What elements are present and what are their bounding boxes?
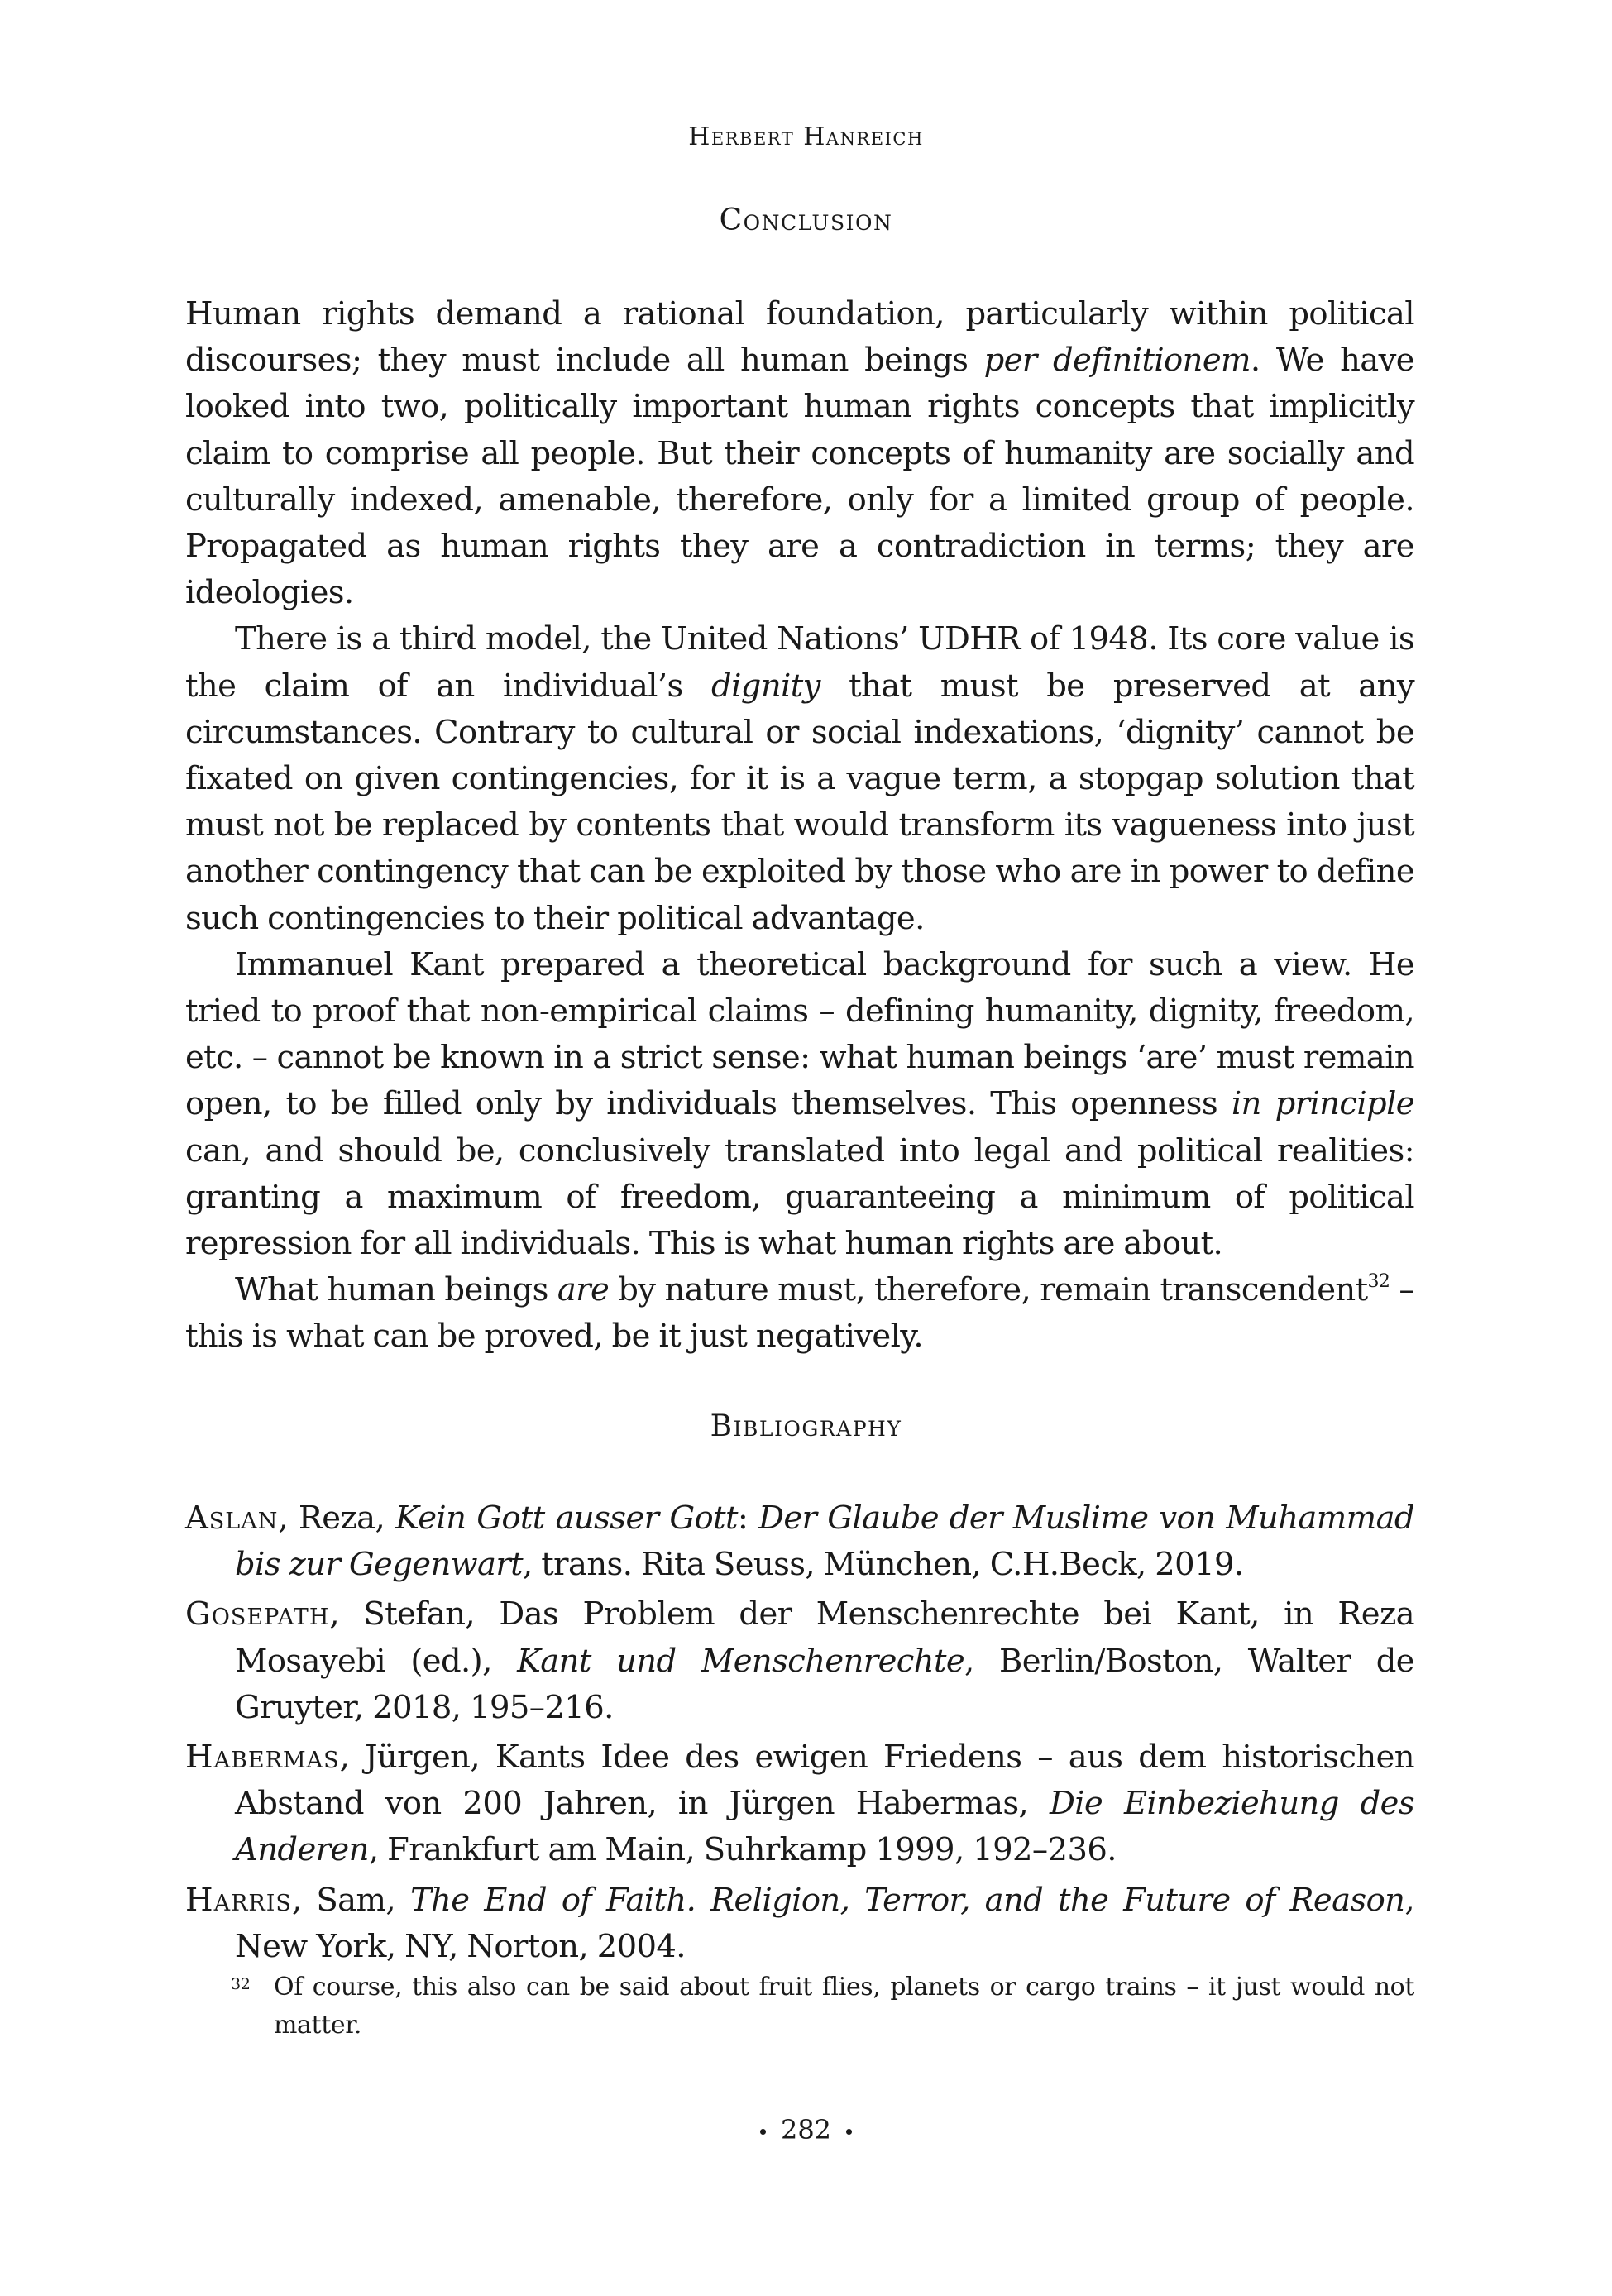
bullet-icon <box>760 2129 766 2135</box>
p3-text-b: can, and should be, conclusively translated into legal and political realities: granting a maximum of freedom, guaranteeing a minimum of political repression for all individuals. This is what human rights are about. <box>185 1131 1414 1263</box>
bullet-icon <box>846 2129 852 2135</box>
p3-text-a: Immanuel Kant prepared a theoretical background for such a view. He tried to proof that non-empirical claims – defining humanity, dignity, freedom, etc. – cannot be known in a strict sense: what human beings ‘are’ must remain open, to be filled only by individuals themselves. This openness <box>185 945 1414 1123</box>
paragraph-3 <box>185 942 1414 1267</box>
bib-entry-habermas <box>185 1734 1414 1874</box>
p1-emphasis: per definitionem <box>983 342 1251 380</box>
bib-title: Der Glaube der Muslime von Muhammad bis zur Gegenwart <box>235 1500 1414 1584</box>
paragraph-1 <box>185 291 1414 616</box>
p4-text-a: What human beings <box>235 1271 557 1309</box>
bib-title: Kant und Menschenrechte <box>517 1642 965 1680</box>
bib-entry-gosepath <box>185 1591 1414 1731</box>
bib-title: Kein Gott ausser Gott <box>395 1500 738 1537</box>
bib-text: : <box>737 1500 759 1537</box>
bib-text: , Jürgen, Kants Idee des ewigen Friedens – aus dem historischen Abstand von 200 Jahren, in Jürgen Habermas, <box>235 1739 1414 1823</box>
page-folio <box>0 2114 1612 2145</box>
conclusion-heading: Conclusion <box>719 203 893 237</box>
bib-text: , Stefan, Das Problem der Menschenrechte bei Kant, in Reza Mosayebi (ed.), <box>235 1595 1414 1680</box>
footnote-32 <box>232 1968 1414 2045</box>
p4-text-b: by nature must, therefore, remain transcendent <box>609 1271 1368 1309</box>
bib-text: , Berlin/Boston, Walter de Gruyter, 2018, 195–216. <box>235 1642 1414 1726</box>
p3-emphasis: in principle <box>1231 1085 1414 1123</box>
p2-text-b: that must be preserved at any circumstances. Contrary to cultural or social indexations, ‘dignity’ cannot be fixated on given contingencies, for it is a vague term, a stopgap solution that must not be replaced by contents that would transform its vagueness into just another contingency that can be exploited by those who are in power to define such contingencies to their political advantage. <box>185 667 1414 937</box>
footnote-text: Of course, this also can be said about fruit flies, planets or cargo trains – it just would not matter. <box>274 1973 1414 2040</box>
bibliography-list <box>185 1495 1414 1973</box>
bib-text: , Reza, <box>278 1500 396 1537</box>
bib-text: , Sam, <box>291 1881 410 1919</box>
bib-text: , New York, NY, Norton, 2004. <box>235 1881 1414 1965</box>
p1-text-b: . We have looked into two, politically important human rights concepts that implicitly claim to comprise all people. But their concepts of humanity are socially and culturally indexed, amenable, therefore, only for a limited group of people. Propagated as human rights they are a contradiction in terms; they are ideologies. <box>185 342 1414 612</box>
conclusion-body <box>185 291 1414 1361</box>
bibliography-heading: Bibliography <box>710 1409 902 1443</box>
p4-emphasis: are <box>557 1271 610 1309</box>
p1-text-a: Human rights demand a rational foundation, particularly within political discourses; they must include all human beings <box>185 295 1414 380</box>
bib-text: , Frankfurt am Main, Suhrkamp 1999, 192–236. <box>368 1831 1117 1869</box>
p2-emphasis: dignity <box>711 667 820 705</box>
paragraph-2 <box>185 616 1414 941</box>
bib-text: , trans. Rita Seuss, München, C.H.Beck, 2019. <box>523 1546 1244 1584</box>
running-head: Herbert Hanreich <box>688 122 924 151</box>
paragraph-4 <box>185 1267 1414 1360</box>
bib-title: Die Einbeziehung des Anderen <box>235 1785 1415 1869</box>
footnote-reference[interactable]: 32 <box>1367 1271 1390 1293</box>
bib-author: Gosepath <box>185 1595 330 1634</box>
footnote-number: 32 <box>231 1975 251 1993</box>
p4-text-c: – this is what can be proved, be it just negatively. <box>185 1271 1414 1356</box>
bib-author: Aslan <box>185 1500 279 1537</box>
bib-author: Habermas <box>185 1739 340 1777</box>
p2-text-a: There is a third model, the United Nations’ UDHR of 1948. Its core value is the claim of an individual’s <box>185 620 1414 705</box>
bib-title: The End of Faith. Religion, Terror, and the Future of Reason <box>409 1881 1405 1919</box>
bib-entry-aslan <box>185 1495 1414 1588</box>
bib-entry-harris <box>185 1877 1414 1970</box>
bib-author: Harris <box>185 1881 292 1919</box>
page-number: 282 <box>780 2114 832 2145</box>
